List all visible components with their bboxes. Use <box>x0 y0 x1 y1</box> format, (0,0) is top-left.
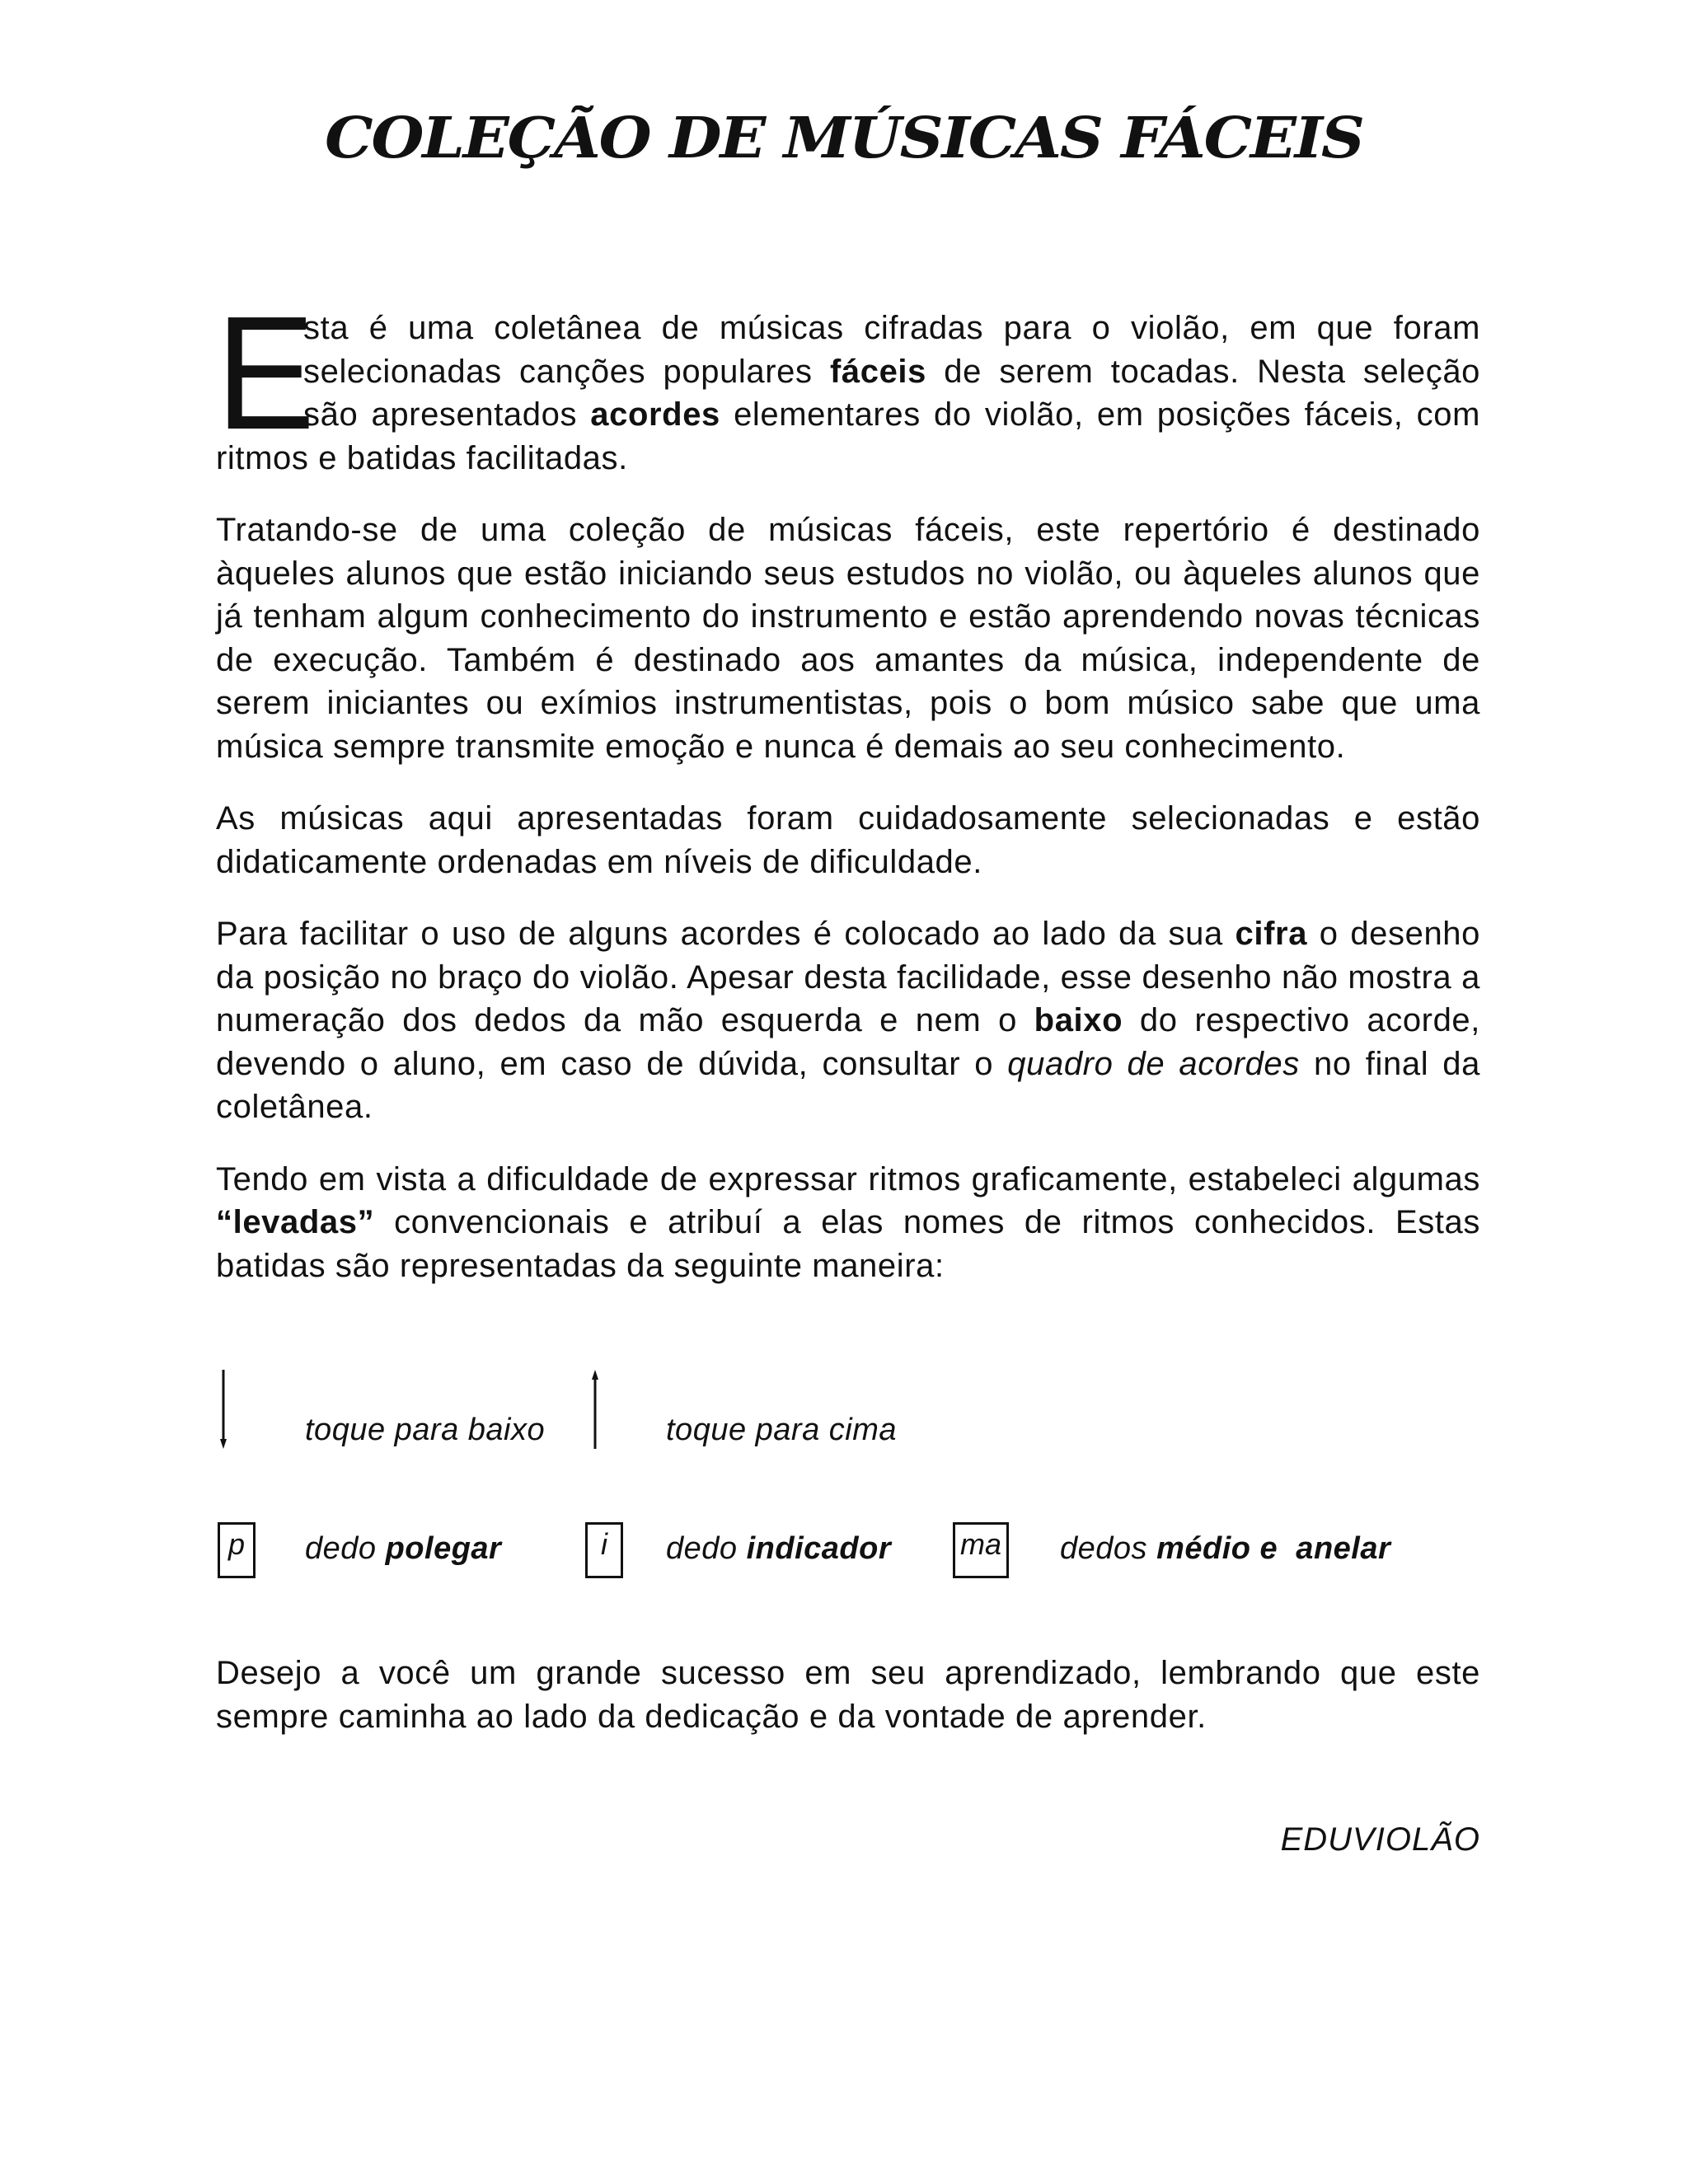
strum-down-label: toque para baixo <box>305 1413 546 1447</box>
paragraph-chord-diagrams: Para facilitar o uso de alguns acordes é colocado ao lado da sua cifra o desenho da posição no braço do violão. Apesar desta facilidade, esse desenho não mostra a numeração dos dedos da mão esquerda e nem o baixo do respectivo acorde, devendo o aluno, em caso de dúvida, consultar o quadro de acordes no final da coletânea. <box>216 916 1480 1125</box>
thumb-box: p <box>218 1522 256 1578</box>
signature: EDUVIOLÃO <box>1280 1821 1480 1858</box>
closing-paragraph: Desejo a você um grande sucesso em seu aprendizado, lembrando que este sempre caminha ao lado da dedicação e da vontade de aprender. <box>216 1655 1480 1735</box>
strum-down-arrow-icon <box>220 1370 227 1449</box>
bold-term: acordes <box>590 396 720 433</box>
thumb-label: dedo polegar <box>305 1531 502 1566</box>
paragraph-rhythms: Tendo em vista a dificuldade de expressar ritmos graficamente, estabeleci algumas “levadas” convencionais e atribuí a elas nomes de ritmos conhecidos. Estas batidas são representadas da seguinte maneira: <box>216 1160 1480 1284</box>
bold-term: cifra <box>1235 916 1308 952</box>
middle-ring-box: ma <box>953 1522 1009 1578</box>
index-box: i <box>585 1522 623 1578</box>
strum-up-label: toque para cima <box>666 1413 897 1447</box>
paragraph-ordering: As músicas aqui apresentadas foram cuidadosamente selecionadas e estão didaticamente ordenadas em níveis de dificuldade. <box>216 800 1480 880</box>
body-text <box>216 283 1481 1316</box>
closing-block <box>216 1652 1480 1767</box>
paragraph-audience: Tratando-se de uma coleção de músicas fáceis, este repertório é destinado àqueles alunos que estão iniciando seus estudos no violão, ou àqueles alunos que já tenham algum conhecimento do instrumento e estão aprendendo novas técnicas de execução. Também é destinado aos amantes da música, independente de serem iniciantes ou exímios instrumentistas, pois o bom músico sabe que uma música sempre transmite emoção e nunca é demais ao seu conhecimento. <box>216 512 1480 765</box>
drop-cap: E <box>216 283 316 463</box>
intro-paragraph: E sta é uma coletânea de músicas cifradas para o violão, em que foram selecionadas canções populares fáceis de serem tocadas. Nesta seleção são apresentados acordes elementares do violão, em posições fáceis, com ritmos e batidas facilitadas. <box>216 283 1481 476</box>
index-label: dedo indicador <box>666 1531 892 1566</box>
bold-term: fáceis <box>829 353 926 390</box>
bold-term: “levadas” <box>216 1204 375 1240</box>
italic-term: quadro de acordes <box>1007 1045 1300 1082</box>
bold-term: baixo <box>1034 1002 1123 1038</box>
middle-ring-label: dedos médio e anelar <box>1060 1531 1391 1566</box>
page-title: COLEÇÃO DE MÚSICAS FÁCEIS <box>325 105 1363 171</box>
strum-up-arrow-icon <box>592 1370 598 1449</box>
